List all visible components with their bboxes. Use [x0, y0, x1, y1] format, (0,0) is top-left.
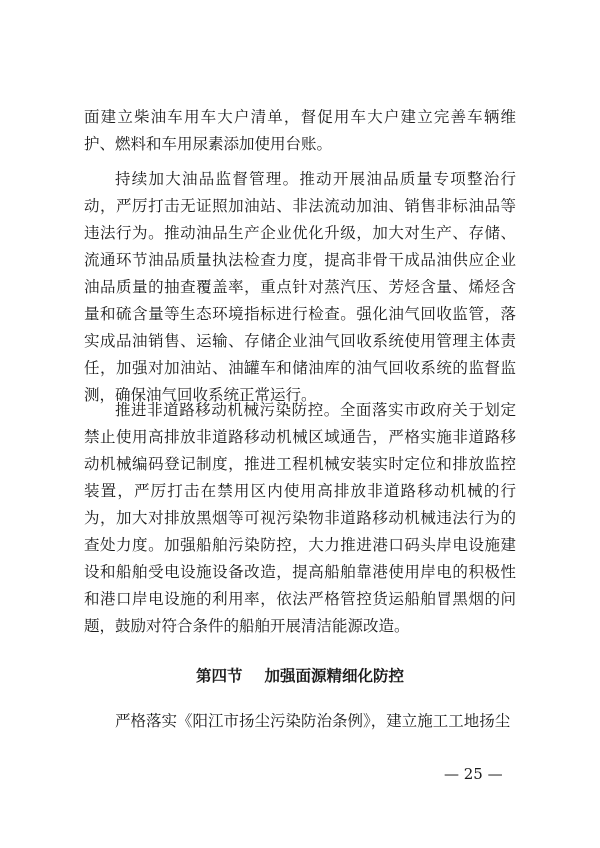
- paragraph-4: 严格落实《阳江市扬尘污染防治条例》，建立施工工地扬尘: [115, 712, 511, 730]
- section-title: 加强面源精细化防控: [264, 666, 405, 685]
- section-number: 第四节: [195, 666, 243, 685]
- paragraph-3: 推进非道路移动机械污染防控。全面落实市政府关于划定禁止使用高排放非道路移动机械区域通告，严格实施非道路移动机械编码登记制度，推进工程机械安装实时定位和排放监控装置，严厉打击在禁用区内使用高排放非道路移动机械的行为，加大对排放黑烟等可视污染物非道路移动机械违法行为的查处力度。加强船舶污染防控，大力推进港口码头岸电设施建设和船舶受电设施设备改造，提高船舶靠港使用岸电的积极性和港口岸电设施的利用率，依法严格管控货运船舶冒黑烟的问题，鼓励对符合条件的船舶开展清洁能源改造。: [84, 401, 516, 635]
- page-number: — 25 —: [444, 765, 503, 783]
- section-heading: [84, 662, 516, 689]
- paragraph-1: 面建立柴油车用车大户清单，督促用车大户建立完善车辆维护、燃料和车用尿素添加使用台账。: [84, 108, 516, 153]
- paragraph-2: 持续加大油品监督管理。推动开展油品质量专项整治行动，严厉打击无证照加油站、非法流动加油、销售非标油品等违法行为。推动油品生产企业优化升级，加大对生产、存储、流通环节油品质量执法检查力度，提高非骨干成品油供应企业油品质量的抽查覆盖率，重点针对蒸汽压、芳烃含量、烯烃含量和硫含量等生态环境指标进行检查。强化油气回收监管，落实成品油销售、运输、存储企业油气回收系统使用管理主体责任，加强对加油站、油罐车和储油库的油气回收系统的监督监测，确保油气回收系统正常运行。: [84, 170, 516, 404]
